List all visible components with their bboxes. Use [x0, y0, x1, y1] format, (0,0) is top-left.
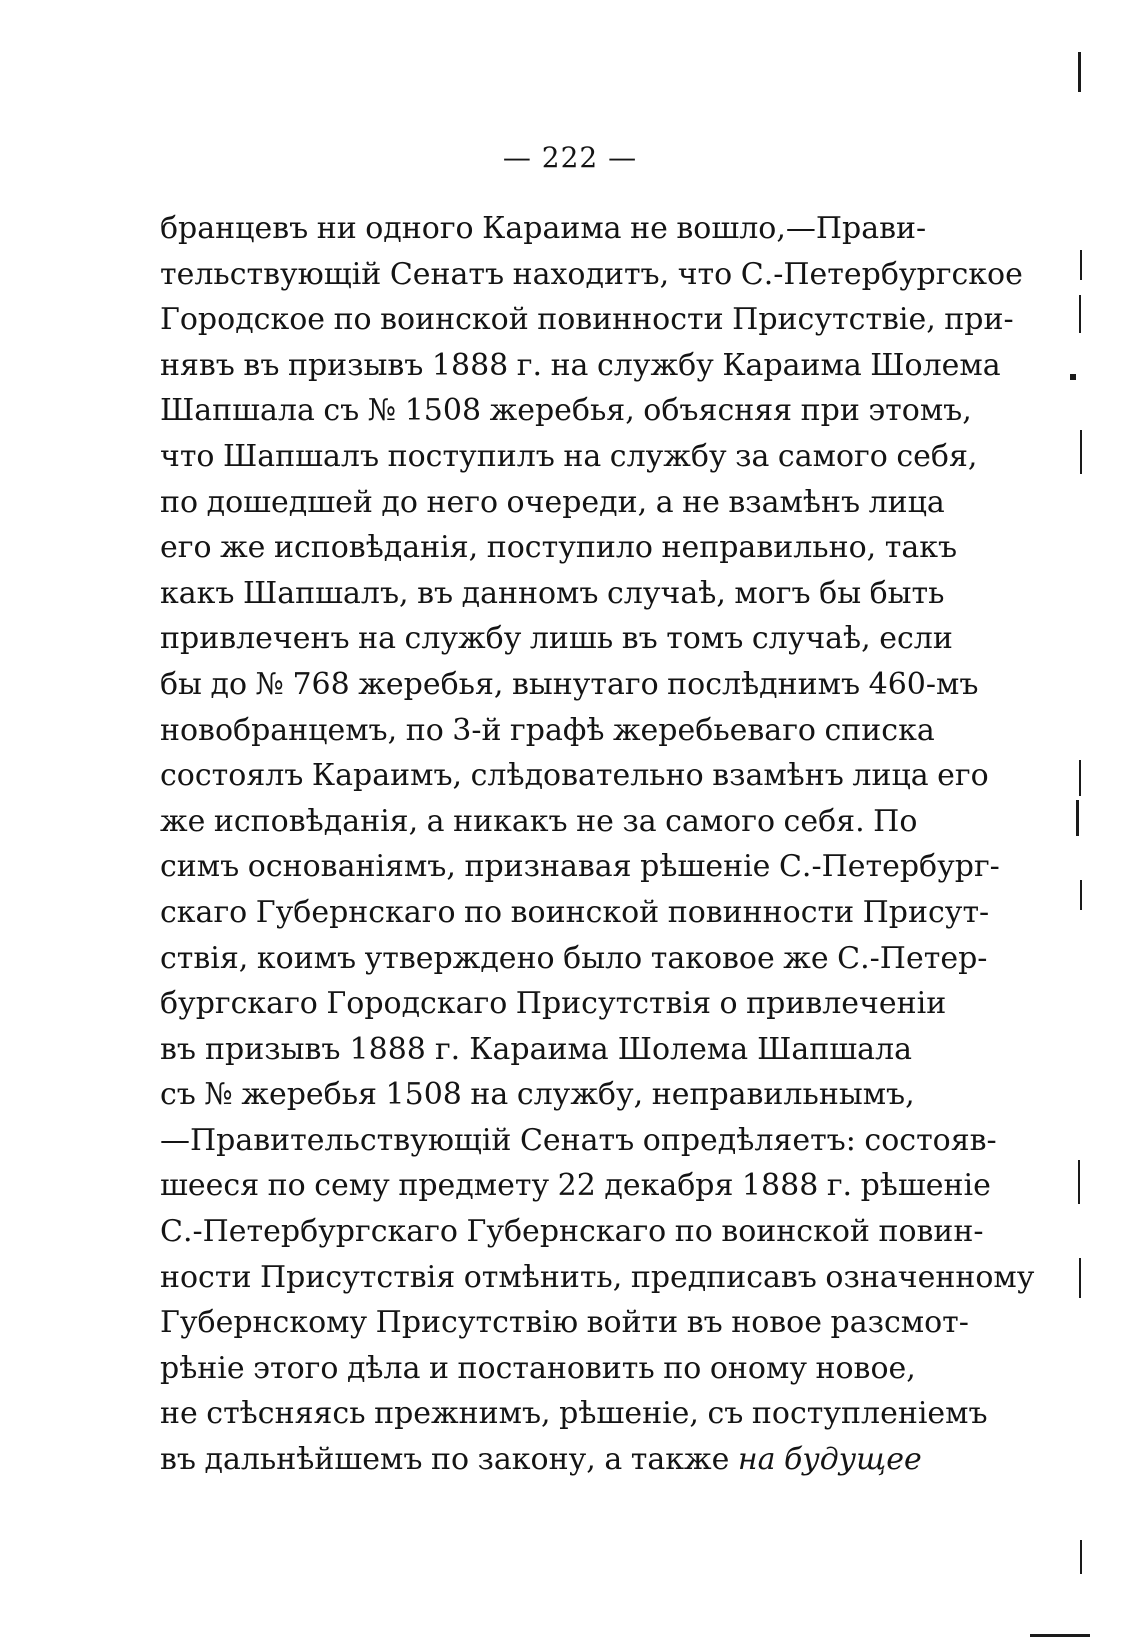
- text-line: Шапшала съ № 1508 жеребья, объясняя при этомъ,: [160, 393, 972, 429]
- text-line: ствія, коимъ утверждено было таковое же С.-Петер-: [160, 940, 988, 976]
- text-line: въ призывъ 1888 г. Караима Шолема Шапшала: [160, 1031, 912, 1067]
- scan-mark: [1080, 880, 1082, 910]
- text-line-last: [160, 1437, 922, 1483]
- text-line: по дошедшей до него очереди, а не взамѣнъ лица: [160, 484, 945, 520]
- text-line: рѣніе этого дѣла и постановить по оному новое,: [160, 1350, 916, 1386]
- text-line: бранцевъ ни одного Караима не вошло,—Прави-: [160, 211, 927, 246]
- text-line: бы до № 768 жеребья, вынутаго послѣднимъ 460-мъ: [160, 666, 979, 702]
- last-line-text: въ дальнѣйшемъ по закону, а также: [160, 1442, 730, 1478]
- scan-mark: [1080, 1540, 1082, 1574]
- text-line: какъ Шапшалъ, въ данномъ случаѣ, могъ бы быть: [160, 575, 945, 611]
- scan-mark: [1030, 1634, 1090, 1637]
- page-body: [160, 206, 1035, 1483]
- text-line: С.-Петербургскаго Губернскаго по воинской повин-: [160, 1214, 984, 1250]
- text-line: же исповѣданія, а никакъ не за самого себя. По: [160, 803, 918, 839]
- page-number: — 222 —: [502, 141, 638, 174]
- scan-mark: [1076, 800, 1079, 836]
- scan-mark: [1078, 52, 1081, 92]
- text-line: новобранцемъ, по 3-й графѣ жеребьеваго списка: [160, 712, 935, 748]
- text-line: состоялъ Караимъ, слѣдовательно взамѣнъ лица его: [160, 758, 989, 794]
- scan-mark: [1079, 760, 1081, 796]
- text-line: скаго Губернскаго по воинской повинности Присут-: [160, 894, 990, 930]
- scan-mark: [1079, 1258, 1081, 1298]
- text-line: что Шапшалъ поступилъ на службу за самого себя,: [160, 438, 978, 474]
- text-line: ности Присутствія отмѣнить, предписавъ означенному: [160, 1259, 1035, 1295]
- last-line-italic: на будущее: [737, 1442, 922, 1478]
- text-line: бургскаго Городскаго Присутствія о привлеченіи: [160, 986, 947, 1022]
- scan-mark: [1070, 374, 1076, 380]
- text-line: не стѣсняясь прежнимъ, рѣшеніе, съ поступленіемъ: [160, 1396, 988, 1432]
- text-line: его же исповѣданія, поступило неправильно, такъ: [160, 530, 958, 566]
- text-line: тельствующій Сенатъ находитъ, что С.-Петербургское: [160, 256, 1023, 292]
- scan-mark: [1080, 250, 1082, 280]
- text-line: симъ основаніямъ, признавая рѣшеніе С.-Петербург-: [160, 849, 1000, 885]
- scan-mark: [1078, 1160, 1080, 1204]
- text-line: Губернскому Присутствію войти въ новое разсмот-: [160, 1305, 969, 1341]
- text-line: шееся по сему предмету 22 декабря 1888 г. рѣшеніе: [160, 1168, 991, 1204]
- text-line: —Правительствующій Сенатъ опредѣляетъ: состояв-: [160, 1122, 997, 1158]
- text-line: нявъ въ призывъ 1888 г. на службу Караима Шолема: [160, 347, 1001, 383]
- scan-mark: [1080, 430, 1082, 474]
- text-line: съ № жеребья 1508 на службу, неправильнымъ,: [160, 1077, 915, 1113]
- scan-mark: [1079, 295, 1081, 333]
- text-line: привлеченъ на службу лишь въ томъ случаѣ, если: [160, 621, 953, 657]
- text-line: Городское по воинской повинности Присутствіе, при-: [160, 302, 1014, 338]
